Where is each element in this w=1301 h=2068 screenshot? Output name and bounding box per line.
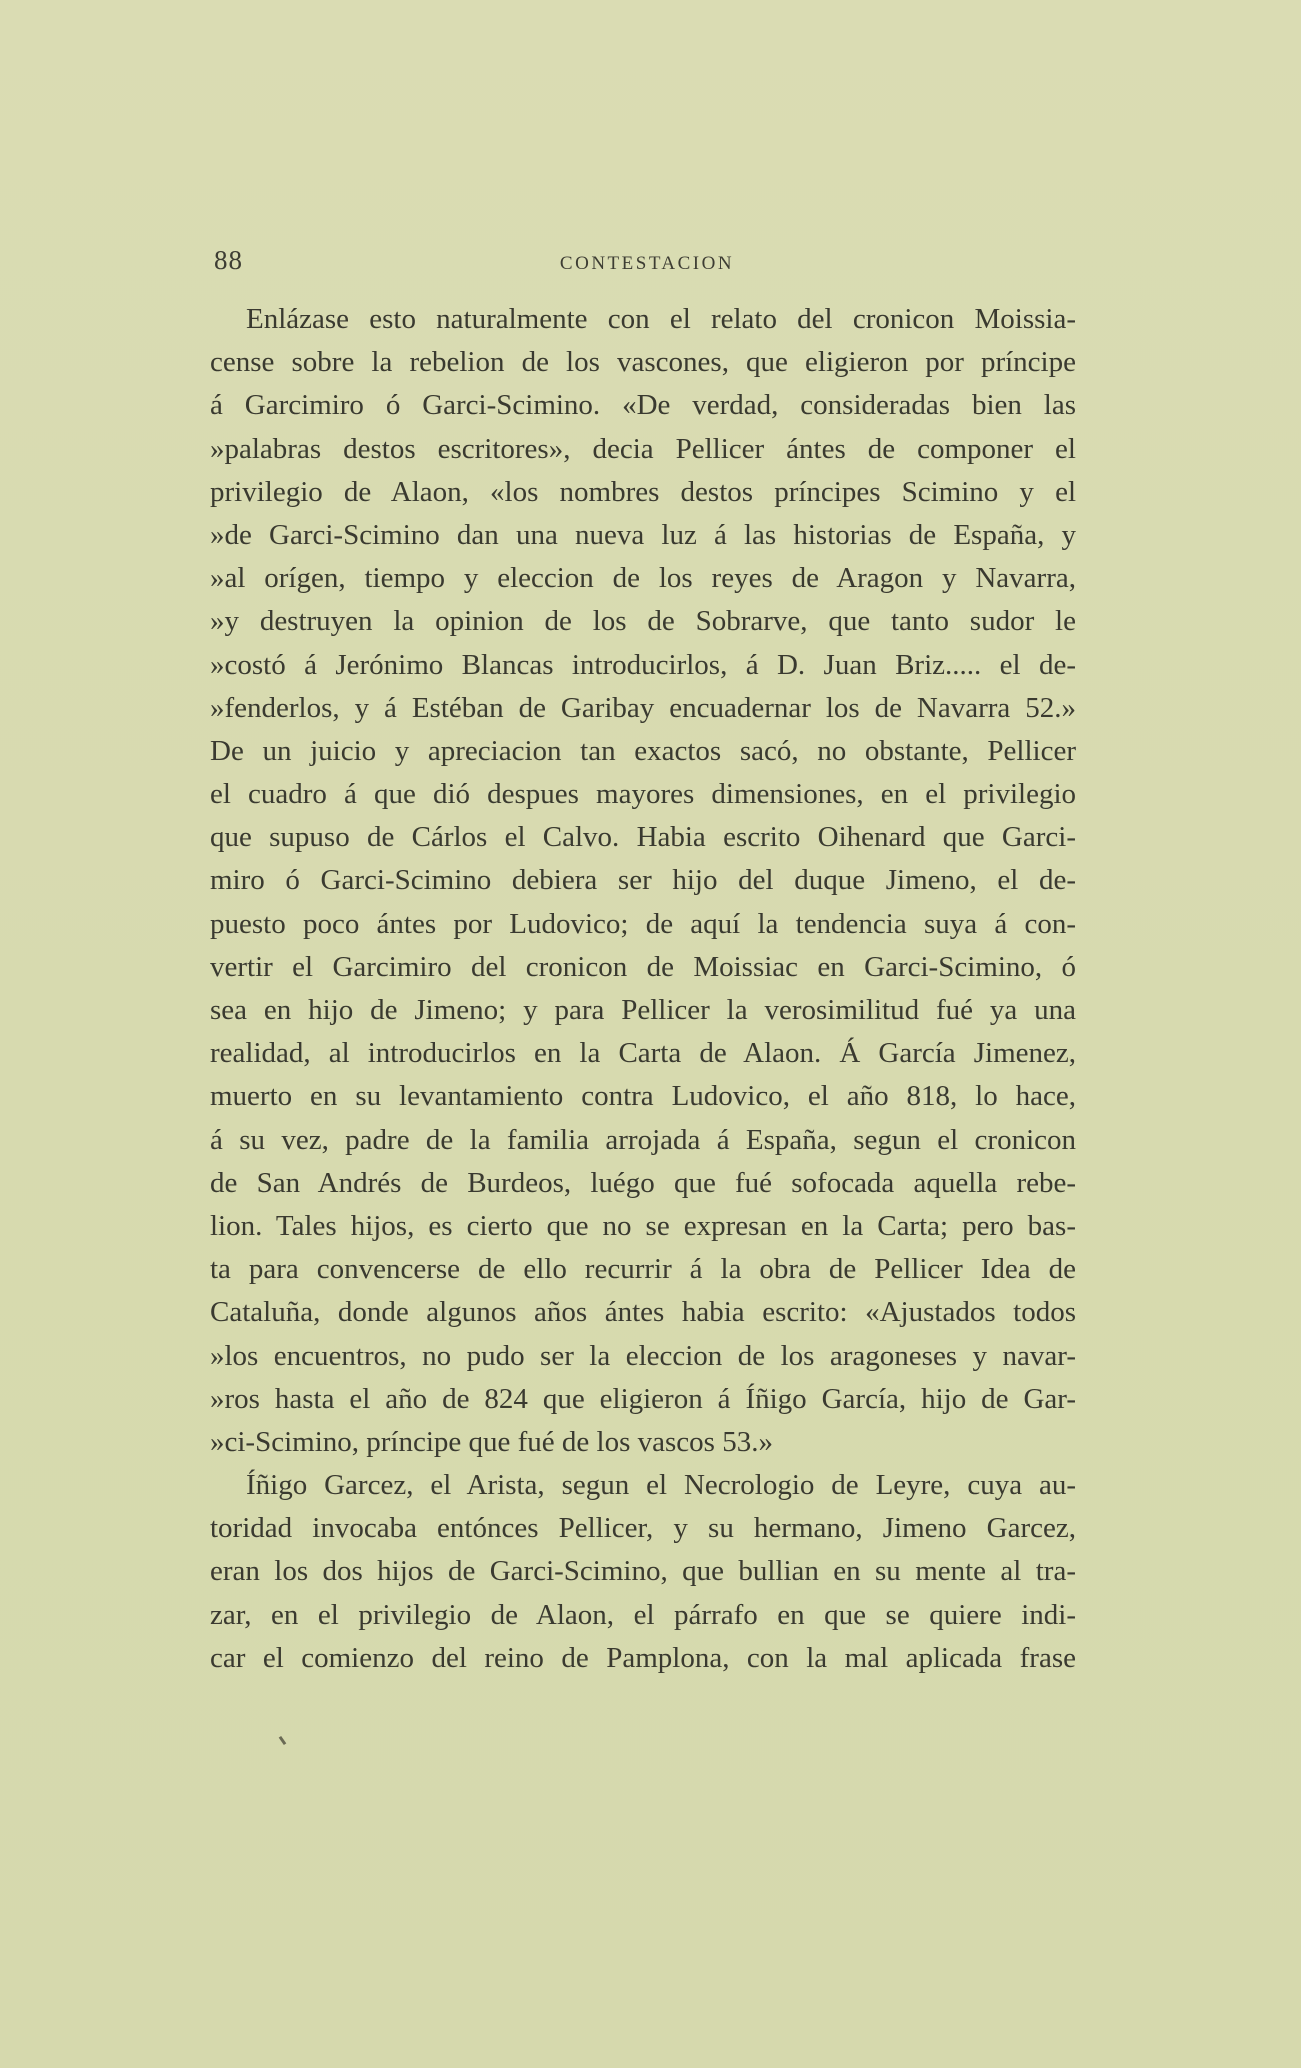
text-line: »ros hasta el año de 824 que eligieron á Íñigo García, hijo de Gar- xyxy=(210,1382,1076,1415)
text-line: toridad invocaba entónces Pellicer, y su hermano, Jimeno Garcez, xyxy=(210,1512,1076,1545)
text-line: realidad, al introducirlos en la Carta de Alaon. Á García Jimenez, xyxy=(210,1037,1076,1070)
text-line: eran los dos hijos de Garci-Scimino, que bullian en su mente al tra- xyxy=(210,1555,1076,1588)
text-line: De un juicio y apreciacion tan exactos sacó, no obstante, Pellicer xyxy=(210,734,1076,767)
text-line: vertir el Garcimiro del cronicon de Moissiac en Garci-Scimino, ó xyxy=(210,950,1076,983)
text-line: de San Andrés de Burdeos, luégo que fué sofocada aquella rebe- xyxy=(210,1166,1076,1199)
text-line: Cataluña, donde algunos años ántes habia escrito: «Ajustados todos xyxy=(210,1296,1076,1329)
text-line: á Garcimiro ó Garci-Scimino. «De verdad, consideradas bien las xyxy=(210,389,1076,422)
page-number: 88 xyxy=(214,245,243,275)
text-line: ta para convencerse de ello recurrir á la obra de Pellicer Idea de xyxy=(210,1253,1076,1286)
text-line: »palabras destos escritores», decia Pellicer ántes de componer el xyxy=(210,432,1076,465)
text-line: el cuadro á que dió despues mayores dimensiones, en el privilegio xyxy=(210,778,1076,811)
text-line: sea en hijo de Jimeno; y para Pellicer la verosimilitud fué ya una xyxy=(210,994,1076,1026)
running-title: CONTESTACION xyxy=(559,253,735,274)
text-line: »al orígen, tiempo y eleccion de los reyes de Aragon y Navarra, xyxy=(210,562,1076,595)
text-line: »costó á Jerónimo Blancas introducirlos, á D. Juan Briz..... el de- xyxy=(210,648,1076,681)
running-head xyxy=(214,245,1080,285)
text-line: lion. Tales hijos, es cierto que no se expresan en la Carta; pero bas- xyxy=(210,1209,1076,1242)
text-body xyxy=(210,298,1076,1680)
text-line: »fenderlos, y á Estéban de Garibay encuadernar los de Navarra 52.» xyxy=(210,691,1076,724)
text-line: »ci-Scimino, príncipe que fué de los vascos 53.» xyxy=(210,1425,773,1458)
text-line: puesto poco ántes por Ludovico; de aquí la tendencia suya á con- xyxy=(210,907,1076,940)
text-line: cense sobre la rebelion de los vascones, que eligieron por príncipe xyxy=(210,346,1076,379)
text-line: Enlázase esto naturalmente con el relato del cronicon Moissia- xyxy=(246,303,1076,335)
text-line: »y destruyen la opinion de los de Sobrarve, que tanto sudor le xyxy=(210,605,1076,638)
text-line: Íñigo Garcez, el Arista, segun el Necrologio de Leyre, cuya au- xyxy=(246,1469,1076,1502)
text-line: zar, en el privilegio de Alaon, el párrafo en que se quiere indi- xyxy=(210,1598,1076,1631)
text-line: »los encuentros, no pudo ser la eleccion de los aragoneses y navar- xyxy=(210,1339,1076,1372)
text-line: »de Garci-Scimino dan una nueva luz á las historias de España, y xyxy=(210,518,1076,551)
text-line: car el comienzo del reino de Pamplona, con la mal aplicada frase xyxy=(210,1641,1076,1674)
text-line: muerto en su levantamiento contra Ludovico, el año 818, lo hace, xyxy=(210,1080,1076,1113)
text-line: privilegio de Alaon, «los nombres destos príncipes Scimino y el xyxy=(210,475,1076,508)
text-line: á su vez, padre de la familia arrojada á España, segun el cronicon xyxy=(210,1123,1076,1156)
ink-mark xyxy=(279,1736,287,1745)
text-line: que supuso de Cárlos el Calvo. Habia escrito Oihenard que Garci- xyxy=(210,821,1076,854)
text-line: miro ó Garci-Scimino debiera ser hijo del duque Jimeno, el de- xyxy=(210,864,1076,897)
